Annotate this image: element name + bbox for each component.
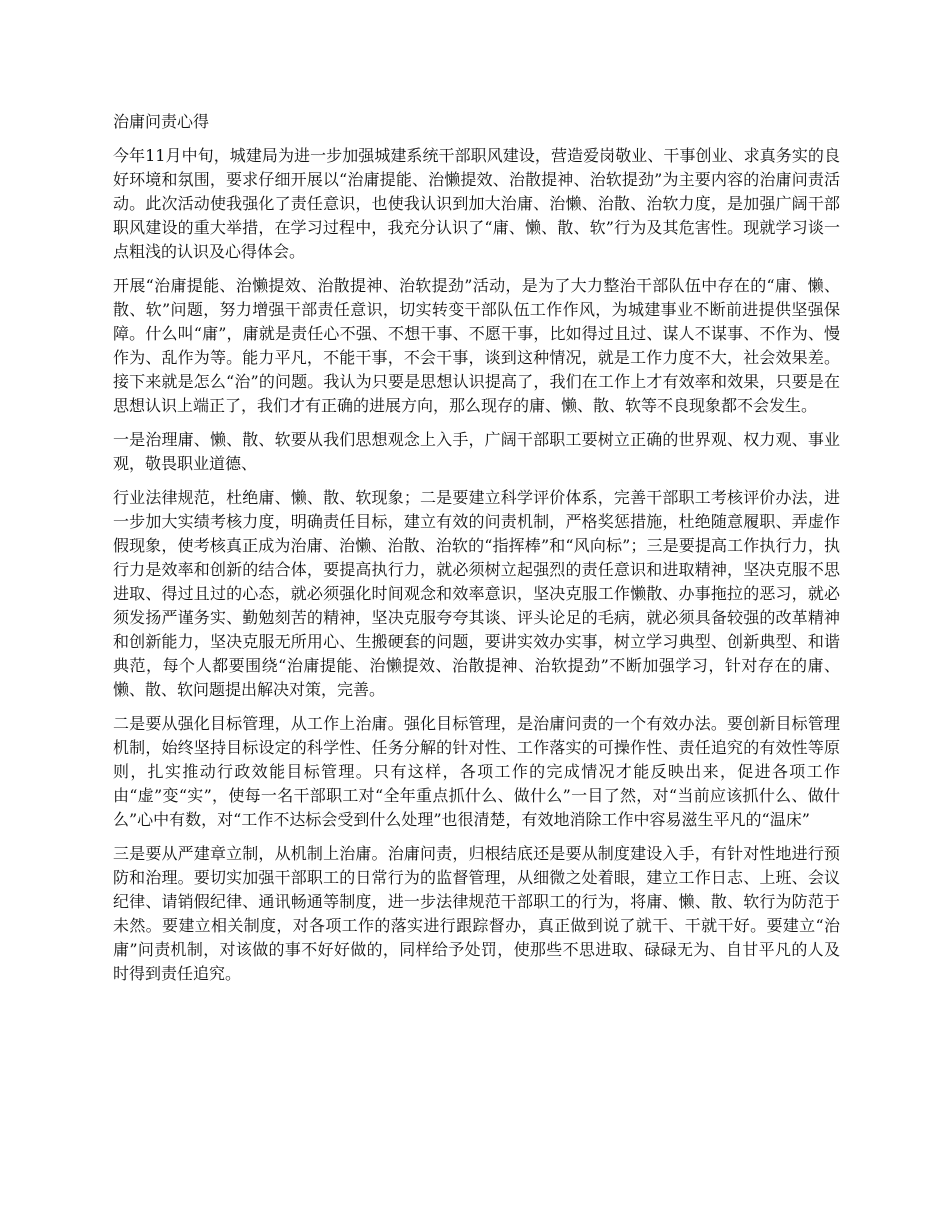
paragraph-first-point-continued: 行业法律规范，杜绝庸、懒、散、软现象；二是要建立科学评价体系，完善干部职工考核评价办法，进一步加大实绩考核力度，明确责任目标，建立有效的问责机制，严格奖惩措施，杜绝随意履职、弄虚作假现象，使考核真正成为治庸、治懒、治散、治软的“指挥棒”和“风向标”；三是要提高工作执行力，执行力是效率和创新的结合体，要提高执行力，就必须树立起强烈的责任意识和进取精神，坚决克服不思进取、得过且过的心态，就必须强化时间观念和效率意识，坚决克服工作懒散、办事拖拉的恶习，就必须发扬严谨务实、勤勉刻苦的精神，坚决克服夸夸其谈、评头论足的毛病，就必须具备较强的改革精神和创新能力，坚决克服无所用心、生搬硬套的问题，要讲实效办实事，树立学习典型、创新典型、和谐典范，每个人都要围绕“治庸提能、治懒提效、治散提神、治软提劲”不断加强学习，针对存在的庸、懒、散、软问题提出解决对策，完善。 xyxy=(113,488,840,699)
document-title: 治庸问责心得 xyxy=(113,112,210,131)
paragraph-first-point: 一是治理庸、懒、散、软要从我们思想观念上入手，广阔干部职工要树立正确的世界观、权力观、事业观，敬畏职业道德、 xyxy=(113,430,840,473)
paragraph-third-point: 三是要从严建章立制，从机制上治庸。治庸问责，归根结底还是要从制度建设入手，有针对性地进行预防和治理。要切实加强干部职工的日常行为的监督管理，从细微之处着眼，建立工作日志、上班、会议纪律、请销假纪律、通讯畅通等制度，进一步法律规范干部职工的行为，将庸、懒、散、软行为防范于未然。要建立相关制度，对各项工作的落实进行跟踪督办，真正做到说了就干、干就干好。要建立“治庸”问责机制，对该做的事不好好做的，同样给予处罚，使那些不思进取、碌碌无为、自甘平凡的人及时得到责任追究。 xyxy=(113,844,840,983)
document-page xyxy=(113,110,840,996)
paragraph-definition: 开展“治庸提能、治懒提效、治散提神、治软提劲”活动，是为了大力整治干部队伍中存在的“庸、懒、散、软”问题，努力增强干部责任意识，切实转变干部队伍工作作风，为城建事业不断前进提供坚强保障。什么叫“庸”，庸就是责任心不强、不想干事、不愿干事，比如得过且过、谋人不谋事、不作为、慢作为、乱作为等。能力平凡，不能干事，不会干事，谈到这种情况，就是工作力度不大，社会效果差。接下来就是怎么“治”的问题。我认为只要是思想认识提高了，我们在工作上才有效率和效果，只要是在思想认识上端正了，我们才有正确的进展方向，那么现存的庸、懒、散、软等不良现象都不会发生。 xyxy=(113,276,840,415)
paragraph-intro: 今年11月中旬，城建局为进一步加强城建系统干部职风建设，营造爱岗敬业、干事创业、求真务实的良好环境和氛围，要求仔细开展以“治庸提能、治懒提效、治散提神、治软提劲”为主要内容的治庸问责活动。此次活动使我强化了责任意识，也使我认识到加大治庸、治懒、治散、治软力度，是加强广阔干部职风建设的重大举措，在学习过程中，我充分认识了“庸、懒、散、软”行为及其危害性。现就学习谈一点粗浅的认识及心得体会。 xyxy=(113,146,840,261)
paragraph-second-point: 二是要从强化目标管理，从工作上治庸。强化目标管理，是治庸问责的一个有效办法。要创新目标管理机制，始终坚持目标设定的科学性、任务分解的针对性、工作落实的可操作性、责任追究的有效性等原则，扎实推动行政效能目标管理。只有这样，各项工作的完成情况才能反映出来，促进各项工作由“虚”变“实”，使每一名干部职工对“全年重点抓什么、做什么”一目了然，对“当前应该抓什么、做什么”心中有数，对“工作不达标会受到什么处理”也很清楚，有效地消除工作中容易滋生平凡的“温床” xyxy=(113,714,840,829)
